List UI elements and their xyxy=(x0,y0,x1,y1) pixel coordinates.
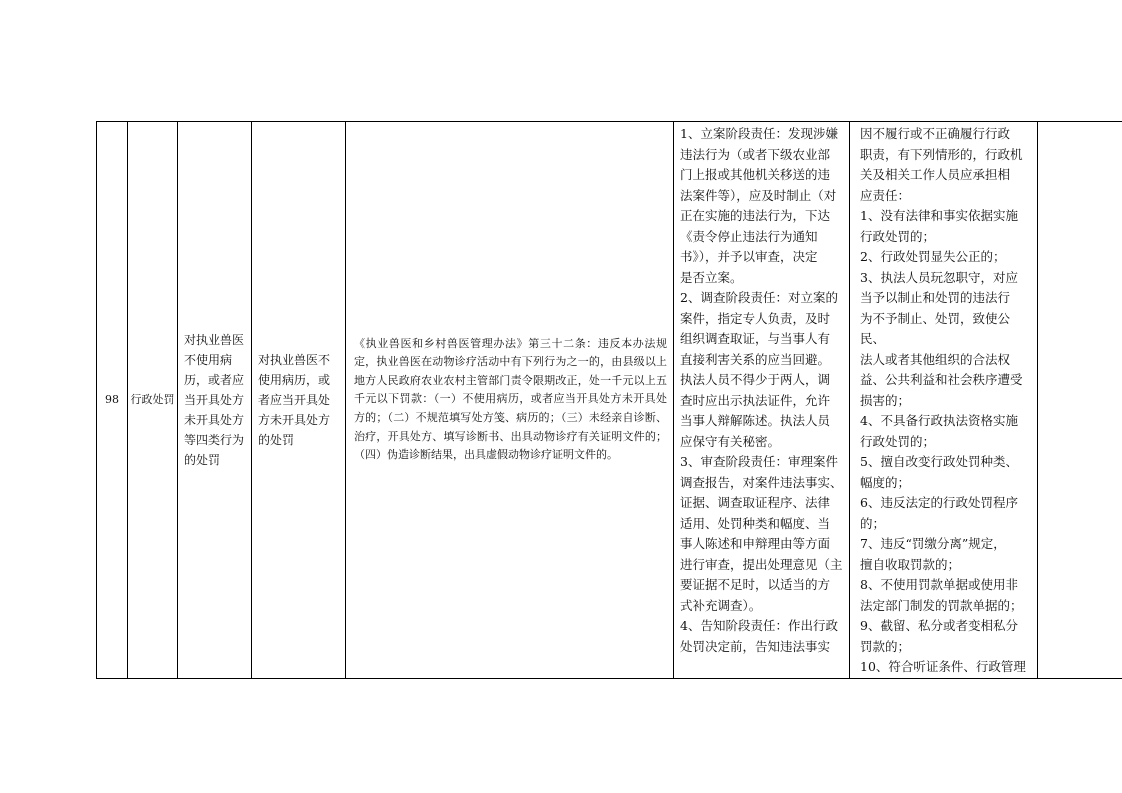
responsibility-line: 《责令停止违法行为通知 xyxy=(680,228,818,244)
responsibility-line: 调查报告，对案件违法事实、 xyxy=(680,474,843,490)
responsibility-line: 法案件等），应及时制止（对 xyxy=(680,187,837,203)
accountability-line: 关及相关工作人员应承担相 xyxy=(860,167,1011,182)
responsibility-line: 组织调查取证，与当事人有 xyxy=(680,331,831,346)
accountability-line: 罚款的； xyxy=(860,638,911,654)
accountability-line: 法人或者其他组织的合法权 xyxy=(860,351,1011,367)
responsibility-cell xyxy=(674,122,850,679)
accountability-line: 擅自收取罚款的； xyxy=(860,556,961,572)
accountability-line: 7、违反“罚缴分离”规定， xyxy=(860,536,1006,551)
responsibility-line: 门上报或其他机关移送的违 xyxy=(680,167,831,182)
responsibility-line: 是否立案。 xyxy=(680,269,743,285)
responsibility-list xyxy=(674,122,849,657)
responsibility-line: 式补充调查）。 xyxy=(680,597,762,613)
responsibility-line: 直接利害关系的应当回避。 xyxy=(680,351,831,367)
responsibility-line: 要证据不足时，以适当的方 xyxy=(680,577,831,592)
power-category: 行政处罚 xyxy=(128,122,178,679)
responsibility-line: 查时应出示执法证件，允许 xyxy=(680,392,831,408)
accountability-line: 6、违反法定的行政处罚程序 xyxy=(860,495,1018,510)
accountability-line: 行政处罚的； xyxy=(860,228,936,244)
accountability-line: 幅度的； xyxy=(860,474,911,490)
responsibility-line: 违法行为（或者下级农业部 xyxy=(680,146,831,162)
responsibility-line: 应保守有关秘密。 xyxy=(680,433,781,449)
table-row xyxy=(97,122,1122,679)
accountability-list xyxy=(850,122,1037,678)
responsibility-line: 适用、处罚种类和幅度、当 xyxy=(680,515,831,531)
accountability-line: 行政处罚的； xyxy=(860,433,936,449)
responsibility-line: 事人陈述和申辩理由等方面 xyxy=(680,536,831,551)
accountability-line: 8、不使用罚款单据或使用非 xyxy=(860,577,1018,592)
responsibility-line: 1、立案阶段责任：发现涉嫌 xyxy=(680,126,838,141)
responsibility-line: 4、告知阶段责任：作出行政 xyxy=(680,618,838,633)
accountability-line: 9、截留、私分或者变相私分 xyxy=(860,618,1018,633)
responsibility-line: 处罚决定前，告知违法事实 xyxy=(680,638,831,654)
responsibility-line: 3、审查阶段责任：审理案件 xyxy=(680,454,838,469)
accountability-line: 损害的； xyxy=(860,392,911,408)
accountability-line: 因不履行或不正确履行行政 xyxy=(860,126,1011,141)
remarks-cell xyxy=(1038,122,1122,679)
responsibility-line: 案件，指定专人负责，及时 xyxy=(680,310,831,326)
accountability-line: 法定部门制发的罚款单据的； xyxy=(860,597,1023,613)
accountability-line: 为不予制止、处罚，致使公民、 xyxy=(860,310,1011,346)
responsibility-line: 当事人辩解陈述。执法人员 xyxy=(680,413,831,428)
accountability-line: 4、不具备行政执法资格实施 xyxy=(860,413,1018,428)
accountability-line: 职责，有下列情形的，行政机 xyxy=(860,146,1023,162)
accountability-line: 当予以制止和处罚的违法行 xyxy=(860,290,1011,305)
accountability-line: 2、行政处罚显失公正的； xyxy=(860,249,1006,264)
accountability-line: 10、符合听证条件、行政管理 xyxy=(860,659,1026,674)
accountability-line: 的； xyxy=(860,515,886,531)
legal-basis: 《执业兽医和乡村兽医管理办法》第三十二条：违反本办法规定，执业兽医在动物诊疗活动中有下列行为之一的，由县级以上地方人民政府农业农村主管部门责令限期改正，处一千元以上五千元以下罚款：（一）不使用病历，或者应当开具处方未开具处方的；（二）不规范填写处方笺、病历的；（三）未经亲自诊断、治疗，开具处方、填写诊断书、出具动物诊疗有关证明文件的；（四）伪造诊断结果，出具虚假动物诊疗证明文件的。 xyxy=(346,122,674,679)
responsibility-line: 2、调查阶段责任：对立案的 xyxy=(680,290,838,305)
responsibility-line: 执法人员不得少于两人，调 xyxy=(680,372,831,387)
power-item-name: 对执业兽医不使用病历，或者应当开具处方未开具处方等四类行为的处罚 xyxy=(178,122,252,679)
accountability-line: 5、擅自改变行政处罚种类、 xyxy=(860,454,1018,469)
responsibility-line: 书》），并予以审查，决定 xyxy=(680,249,818,264)
power-list-table xyxy=(96,121,1122,679)
row-number: 98 xyxy=(97,122,128,679)
accountability-line: 应责任： xyxy=(860,187,911,203)
accountability-cell xyxy=(850,122,1038,679)
responsibility-line: 证据、调查取证程序、法律 xyxy=(680,495,831,510)
responsibility-line: 进行审查，提出处理意见（主 xyxy=(680,556,843,572)
power-sub-item: 对执业兽医不使用病历，或者应当开具处方未开具处方的处罚 xyxy=(252,122,346,679)
accountability-line: 益、公共利益和社会秩序遭受 xyxy=(860,372,1023,387)
accountability-line: 3、执法人员玩忽职守，对应 xyxy=(860,269,1018,285)
accountability-line: 1、没有法律和事实依据实施 xyxy=(860,208,1018,223)
responsibility-line: 正在实施的违法行为，下达 xyxy=(680,208,831,223)
